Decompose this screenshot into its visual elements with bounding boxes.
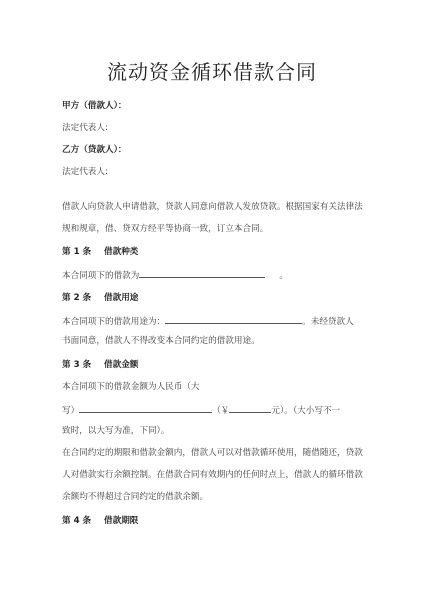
line-text: 。: [279, 271, 288, 281]
article-line: 在合同约定的期限和借款金额内，借款人可以对借款循环使用，随借随还，贷款: [62, 448, 363, 458]
article-number: 第 3 条: [62, 360, 92, 370]
article-number: 第 1 条: [62, 247, 92, 257]
party-a-label: 甲方（借款人）：: [62, 101, 127, 111]
article-title: 借款金额: [104, 360, 139, 370]
line-text: 。未经贷款人: [302, 317, 354, 327]
article-heading: [62, 515, 138, 527]
fill-in-blank[interactable]: [165, 314, 302, 324]
article-line: 书面同意，借款人不得改变本合同约定的借款用途。: [62, 336, 260, 346]
document-title: 流动资金循环借款合同: [107, 60, 317, 84]
preamble-line: 借款人向贷款人申请借款，贷款人同意向借款人发放贷款。根据国家有关法律法: [62, 202, 363, 212]
party-a-rep-label: 法定代表人:: [62, 123, 108, 133]
article-number: 第 4 条: [62, 516, 92, 526]
article-title: 借款期限: [104, 516, 139, 526]
article-line: 余额均不得超过合同约定的借款余额。: [62, 492, 209, 502]
article-number: 第 2 条: [62, 293, 92, 303]
article-heading: [62, 292, 138, 304]
article-title: 借款种类: [104, 247, 139, 257]
article-line: 人对借款实行余额控制。在借款合同有效期内的任何时点上，借款人的循环借款: [62, 470, 363, 480]
article-line: [62, 314, 354, 328]
line-text: 写）: [62, 406, 80, 416]
party-b-rep-label: 法定代表人:: [62, 167, 108, 177]
article-title: 借款用途: [104, 293, 139, 303]
fill-in-blank[interactable]: [139, 268, 265, 278]
article-line: 致时，以大写为准，下同）。: [62, 426, 170, 436]
line-text: 本合同项下的借款用途为：: [62, 317, 166, 327]
line-text: 元）。（大小写不一: [271, 406, 341, 416]
party-b-label: 乙方（贷款人）：: [62, 145, 127, 155]
article-line: [62, 403, 340, 417]
article-heading: [62, 246, 138, 258]
line-text: （￥: [212, 406, 230, 416]
line-text: 本合同项下的借款为: [62, 271, 140, 281]
fill-in-blank[interactable]: [79, 403, 212, 413]
article-line: 本合同项下的借款金额为人民币（大: [62, 382, 200, 392]
article-heading: [62, 359, 138, 371]
fill-in-blank[interactable]: [229, 403, 271, 413]
preamble-line: 规和规章，借、贷双方经平等协商一致，订立本合同。: [62, 224, 269, 234]
article-line: [62, 268, 288, 282]
